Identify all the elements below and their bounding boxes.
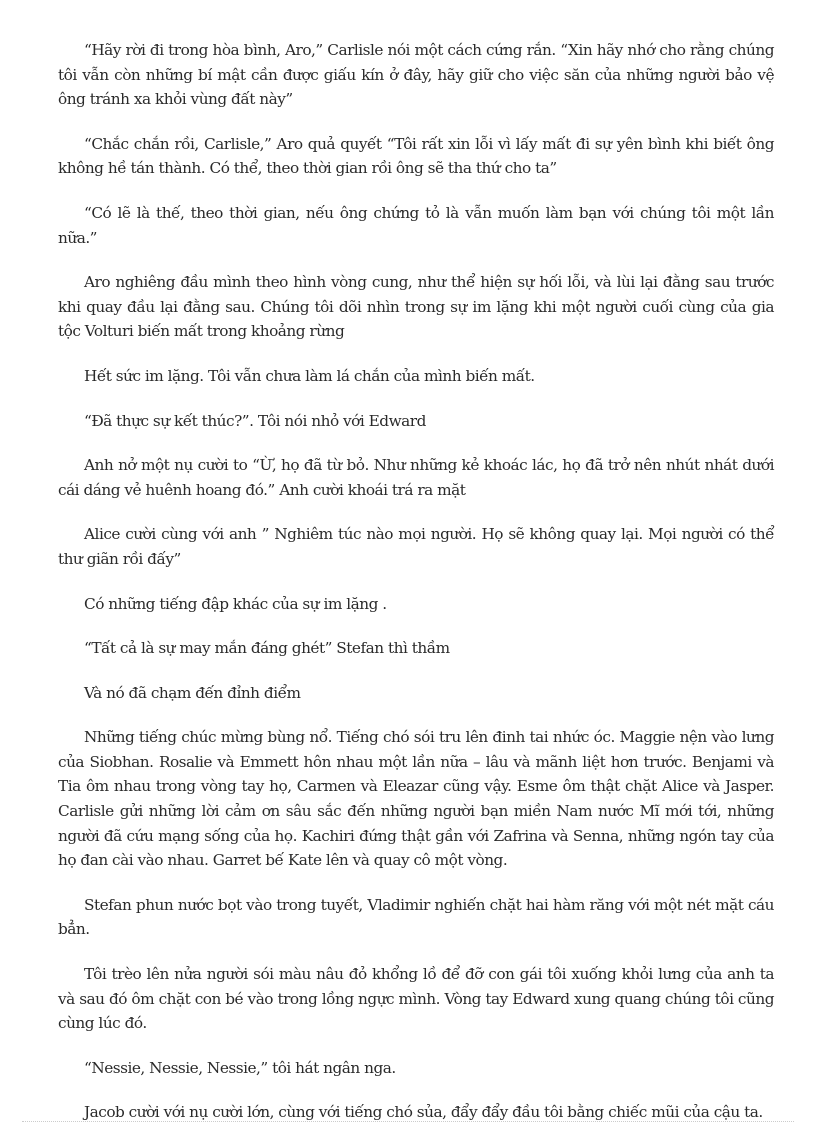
paragraph: Alice cười cùng với anh ” Nghiêm túc nào mọi người. Họ sẽ không quay lại. Mọi người có thể thư giãn rồi đấy”: [58, 525, 774, 568]
paragraph: “Tất cả là sự may mắn đáng ghét” Stefan thì thầm: [84, 639, 450, 658]
paragraph: Tôi trèo lên nửa người sói màu nâu đỏ khổng lồ để đỡ con gái tôi xuống khỏi lưng của anh ta và sau đó ôm chặt con bé vào trong lồng ngực mình. Vòng tay Edward xung quang chúng tôi cũng cùng lúc đó.: [58, 965, 774, 1033]
paragraph: Anh nở một nụ cười to “Ừ, họ đã từ bỏ. Như những kẻ khoác lác, họ đã trở nên nhút nhát dưới cái dáng vẻ huênh hoang đó.” Anh cười khoái trá ra mặt: [58, 456, 774, 499]
paragraph: “Hãy rời đi trong hòa bình, Aro,” Carlisle nói một cách cứng rắn. “Xin hãy nhớ cho rằng chúng tôi vẫn còn những bí mật cần được giấu kín ở đây, hãy giữ cho việc săn của những người bảo vệ ông tránh xa khỏi vùng đất này”: [58, 41, 774, 109]
paragraph: Aro nghiêng đầu mình theo hình vòng cung, như thể hiện sự hối lỗi, và lùi lại đằng sau trước khi quay đầu lại đằng sau. Chúng tôi dõi nhìn trong sự im lặng khi một người cuối cùng của gia tộc Volturi biến mất trong khoảng rừng: [58, 273, 774, 341]
paragraph: “Chắc chắn rồi, Carlisle,” Aro quả quyết “Tôi rất xin lỗi vì lấy mất đi sự yên bình khi biết ông không hề tán thành. Có thể, theo thời gian rồi ông sẽ tha thứ cho ta”: [58, 134, 774, 178]
paragraph: Và nó đã chạm đến đỉnh điểm: [84, 683, 301, 702]
paragraph: “Có lẽ là thế, theo thời gian, nếu ông chứng tỏ là vẫn muốn làm bạn với chúng tôi một lần nữa.”: [58, 203, 774, 247]
page-bottom-divider: [22, 1121, 794, 1122]
paragraph: Có những tiếng đập khác của sự im lặng .: [84, 594, 387, 613]
paragraph: “Đã thực sự kết thúc?”. Tôi nói nhỏ với Edward: [84, 411, 426, 430]
paragraph: Stefan phun nước bọt vào trong tuyết, Vladimir nghiến chặt hai hàm răng với một nét mặt cáu bẳn.: [58, 895, 774, 939]
paragraph: Hết sức im lặng. Tôi vẫn chưa làm lá chắn của mình biến mất.: [84, 366, 535, 385]
paragraph: “Nessie, Nessie, Nessie,” tôi hát ngân nga.: [84, 1058, 396, 1077]
paragraph: Jacob cười với nụ cười lớn, cùng với tiếng chó sủa, đẩy đẩy đầu tôi bằng chiếc mũi của cậu ta.: [84, 1103, 763, 1122]
document-body: [58, 38, 774, 1145]
paragraph: Những tiếng chúc mừng bùng nổ. Tiếng chó sói tru lên đinh tai nhức óc. Maggie nện vào lưng của Siobhan. Rosalie và Emmett hôn nhau một lần nữa – lâu và mãnh liệt hơn trước. Benjami và Tia ôm nhau trong vòng tay họ, Carmen và Eleazar cũng vậy. Esme ôm thật chặt Alice và Jasper. Carlisle gửi những lời cảm ơn sâu sắc đến những người bạn miền Nam nước Mĩ mới tới, những người đã cứu mạng sống của họ. Kachiri đứng thật gần với Zafrina và Senna, những ngón tay của họ đan cài vào nhau. Garret bế Kate lên và quay cô một vòng.: [58, 728, 774, 870]
